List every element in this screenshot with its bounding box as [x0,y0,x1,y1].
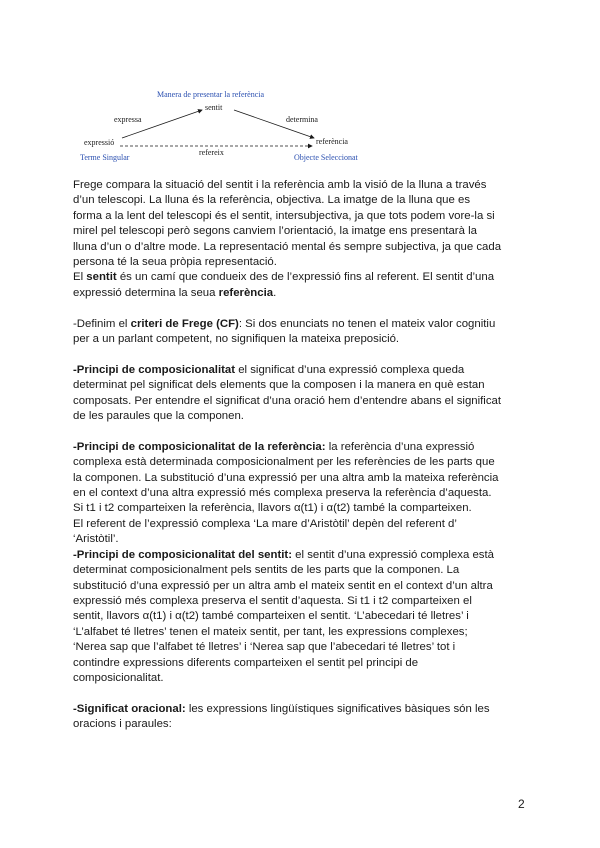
text-line: complexa està determinada composicionalment per les referències de les parts que [73,456,495,469]
text-line: forma a la lent del telescopi és el sentit, intersubjectiva, ja que tots podem vore-la si [73,209,495,222]
paragraph-sentit [73,270,533,301]
text-line: Si t1 i t2 comparteixen la referència, llavors α(t1) i α(t2) també la comparteixen. [73,502,472,515]
paragraph-composicionalitat [73,363,533,425]
text-run: les expressions lingüístiques significatives bàsiques són les [185,702,490,715]
diagram-label-determina: determina [286,115,318,124]
text-line: oracions i paraules: [73,718,172,731]
text-line: substitució d’una expressió per un altra amb el mateix sentit en el context d’un altra [73,579,493,592]
paragraph-composicionalitat-referencia [73,440,533,548]
diagram-label-terme-singular: Terme Singular [80,153,130,162]
diagram-label-expressa: expressa [114,115,142,124]
text-run: el sentit d’una expressió complexa està [292,548,494,561]
paragraph-criteri-frege [73,317,533,348]
body-text [73,178,533,733]
bold-heading: -Principi de composicionalitat de la referència: [73,440,326,453]
bold-term-sentit: sentit [86,271,117,284]
text-line: sentit, llavors α(t1) i α(t2) també comparteixen el sentit. ‘L’abecedari té lletres’ i [73,610,469,623]
diagram-label-referencia: referència [316,137,348,146]
text-run: el significat d’una expressió complexa queda [235,363,465,376]
text-run: -Definim el [73,317,131,330]
diagram-label-expressio: expressió [84,138,115,147]
diagram-label-objecte-seleccionat: Objecte Seleccionat [294,153,358,162]
paragraph-composicionalitat-sentit [73,548,533,687]
text-run: és un camí que condueix des de l’expressió fins al referent. El sentit d’una [116,271,495,284]
text-line: determinat pel significat dels elements que la composen i la manera en què estan [73,379,485,392]
text-line: composicionalitat. [73,671,164,684]
text-run: la referència d’una expressió [325,440,475,453]
text-line: lluna d’un o d’altre mode. La representació mental és sempre subjectiva, ja que cada [73,240,502,253]
text-line: de les paraules que la componen. [73,410,244,423]
text-run: : Si dos enunciats no tenen el mateix valor cognitiu [238,317,496,330]
text-line: determinat composicionalment pels sentits de les parts que la componen. La [73,564,460,577]
diagram-label-refereix: refereix [199,148,224,157]
text-line: persona té la seua pròpia representació. [73,256,277,269]
page-number: 2 [518,797,525,811]
bold-term-criteri: criteri de Frege (CF) [130,317,239,330]
text-line: expressió més complexa preserva el sentit d’aquesta. Si t1 i t2 comparteixen el [73,594,472,607]
text-line: ‘Aristòtil’. [73,533,119,546]
text-line: ‘Nerea sap que l’alfabet té lletres’ i ‘Nerea sap que l’abecedari té lletres’ tot i [73,641,456,654]
text-line: per a un parlant competent, no signifiquen la mateixa preposició. [73,333,400,346]
text-line: contindre expressions diferents comparteixen el sentit pel principi de [73,656,419,669]
text-run: expressió determina la seua [73,286,219,299]
text-run: El [73,271,87,284]
paragraph-telescope [73,178,533,270]
text-line: Frege compara la situació del sentit i la referència amb la visió de la lluna a través [73,179,487,191]
paragraph-significat-oracional [73,702,533,733]
diagram-label-sentit: sentit [205,103,223,112]
diagram-title: Manera de presentar la referència [157,90,265,99]
sense-reference-diagram [72,86,382,166]
bold-heading: -Principi de composicionalitat del sentit: [73,548,292,561]
text-line: El referent de l’expressió complexa ‘La mare d’Aristòtil’ depèn del referent d’ [73,517,457,530]
text-line: en el context d’una altra expressió més complexa preserva la referència d’aquesta. [73,487,492,500]
bold-heading: -Principi de composicionalitat [73,363,236,376]
text-line: mirel pel telescopi però segons canviem l’orientació, la imatge ens presentarà la [73,225,477,238]
text-line: ‘L’alfabet té lletres’ tenen el mateix sentit, per tant, les expressions complexes; [73,625,468,638]
bold-term-referencia: referència [218,286,274,299]
text-line: d’un telescopi. La lluna és la referència, objectiva. La imatge de la lluna que es [73,194,471,207]
text-run: . [273,286,277,299]
bold-heading: -Significat oracional: [73,702,186,715]
text-line: composats. Per entendre el significat d’una oració hem d’entendre abans el significat [73,394,502,407]
text-line: la componen. La substitució d’una expressió per una altra amb la mateixa referència [73,471,499,484]
